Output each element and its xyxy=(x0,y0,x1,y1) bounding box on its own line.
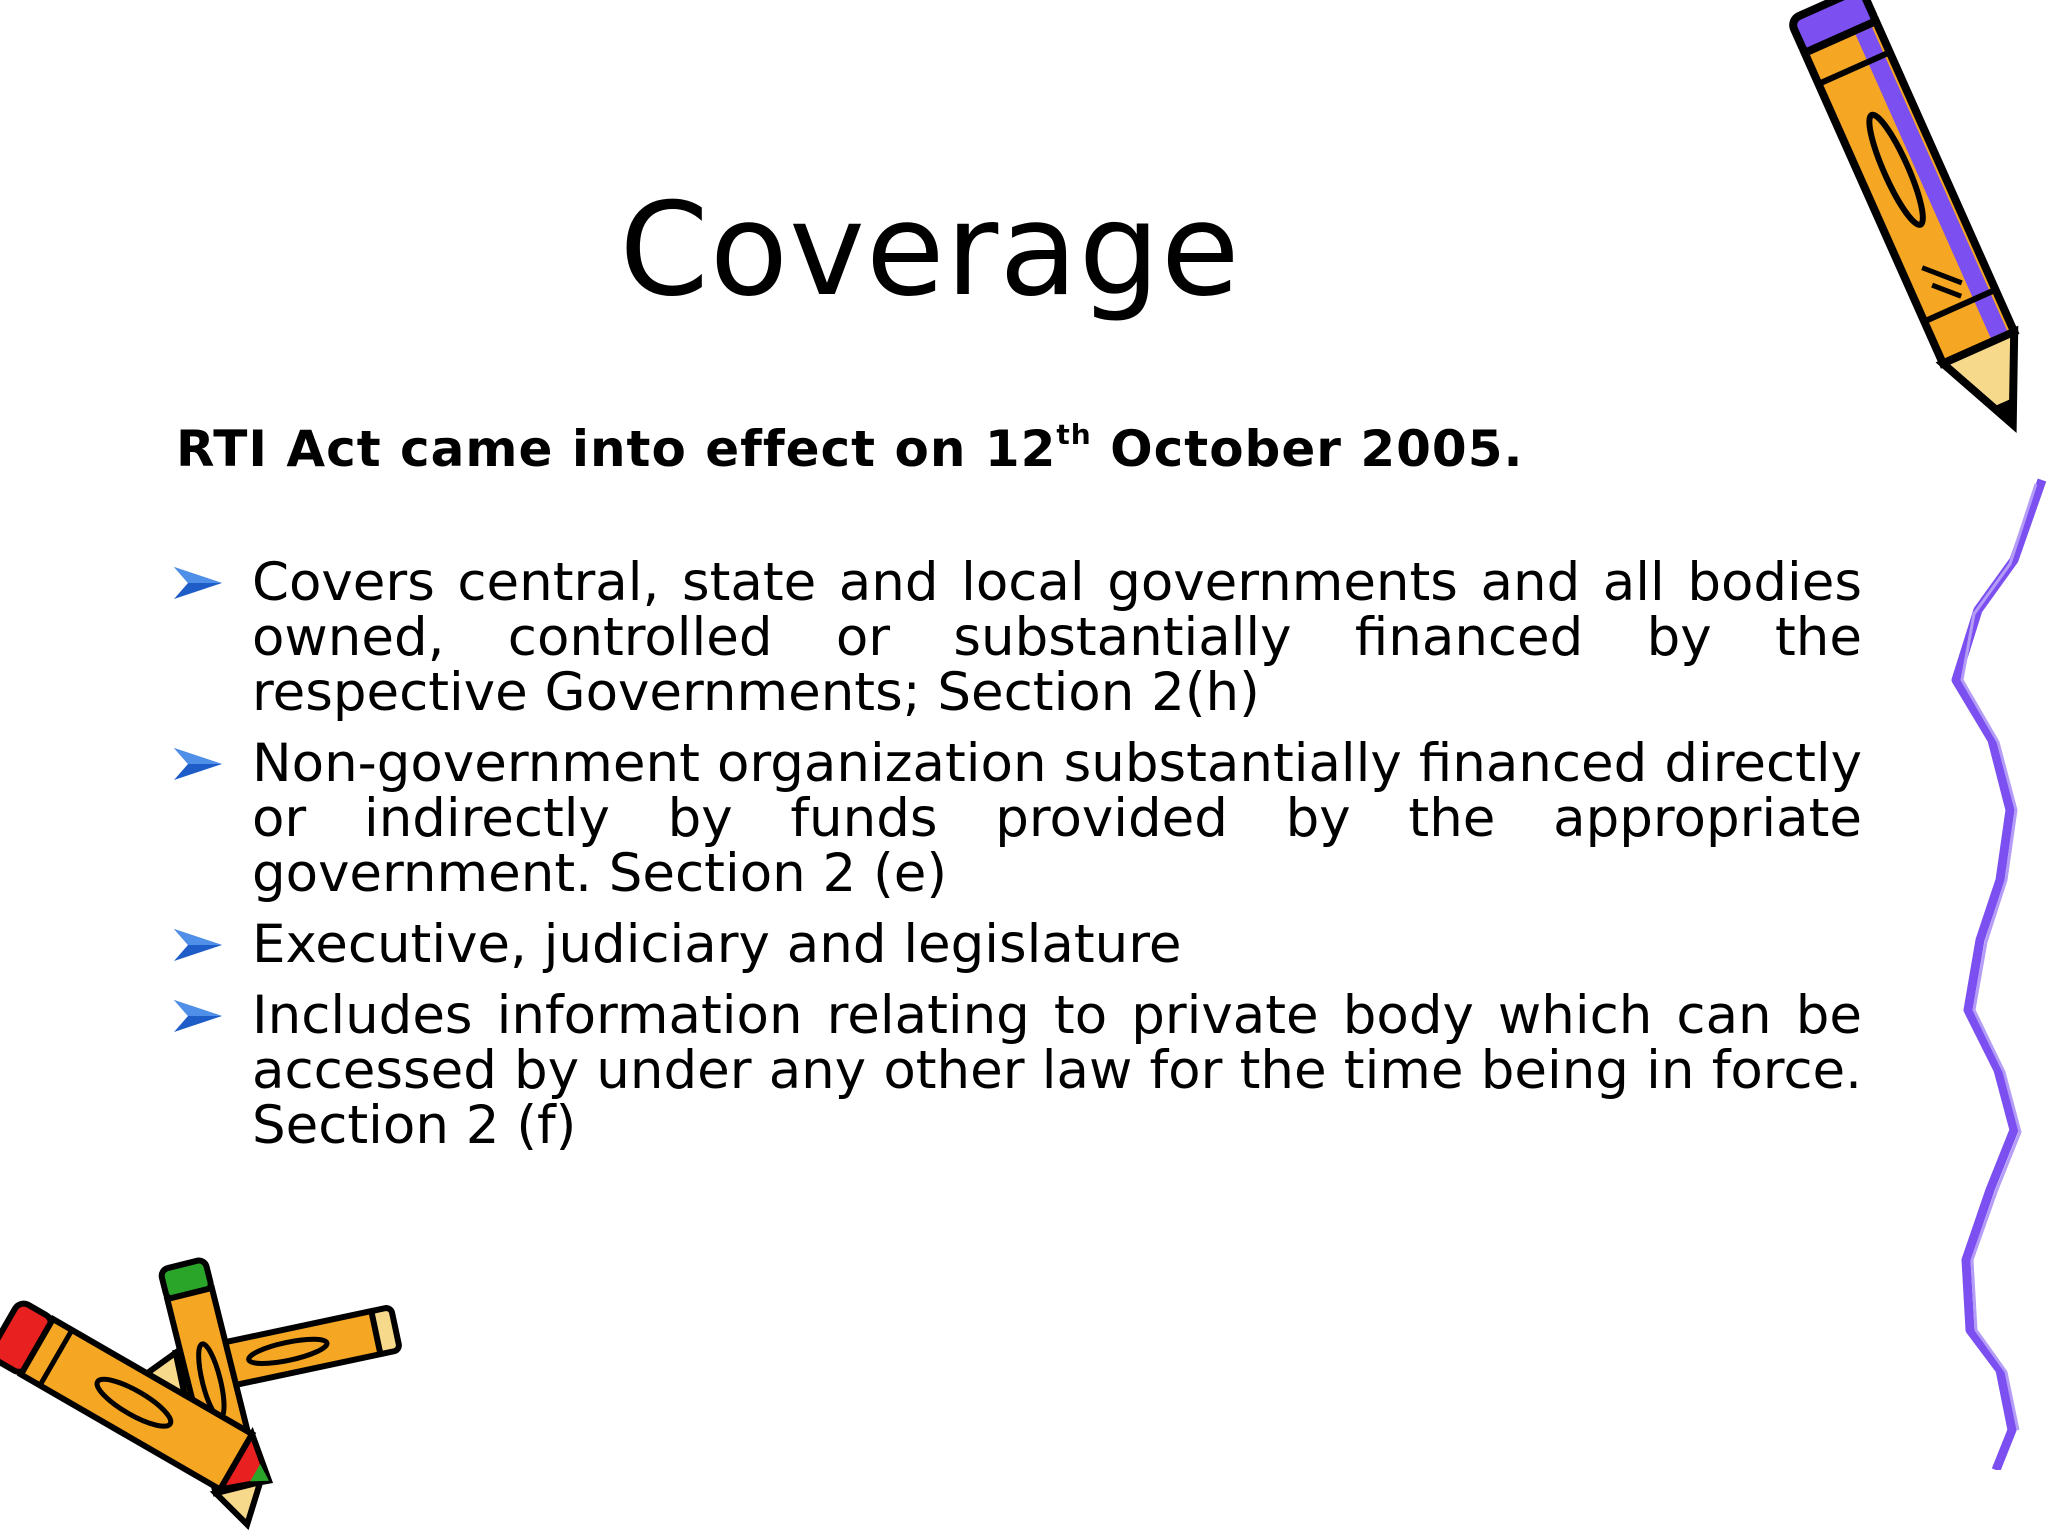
intro-superscript: th xyxy=(1056,418,1092,451)
intro-text-before: RTI Act came into effect on 12 xyxy=(176,420,1057,478)
intro-text-after: October 2005. xyxy=(1091,420,1524,478)
bullet-item xyxy=(172,985,1862,1156)
purple-squiggle-line xyxy=(1940,470,2048,1470)
pencils-clipart-bottom-left xyxy=(0,1230,420,1536)
arrow-bullet-icon xyxy=(172,744,224,784)
bullet-item xyxy=(172,733,1862,904)
bullet-item xyxy=(172,914,1862,975)
arrow-bullet-icon xyxy=(172,563,224,603)
bullet-text: Non-government organization substantially financed directly or indirectly by funds provided by the appropriate government. Section 2 (e) xyxy=(252,733,1862,904)
arrow-bullet-icon xyxy=(172,996,224,1036)
bullet-text: Executive, judiciary and legislature xyxy=(252,914,1182,975)
arrow-bullet-icon xyxy=(172,925,224,965)
intro-line xyxy=(176,414,1523,484)
bullet-item xyxy=(172,552,1862,723)
bullet-text: Includes information relating to private body which can be accessed by under any other law for the time being in force. Section 2 (f) xyxy=(252,985,1862,1156)
bullet-list xyxy=(172,552,1862,1169)
slide-title: Coverage xyxy=(619,176,1241,325)
bullet-text: Covers central, state and local governments and all bodies owned, controlled or substantially financed by the respective Governments; Section 2(h) xyxy=(252,552,1862,723)
